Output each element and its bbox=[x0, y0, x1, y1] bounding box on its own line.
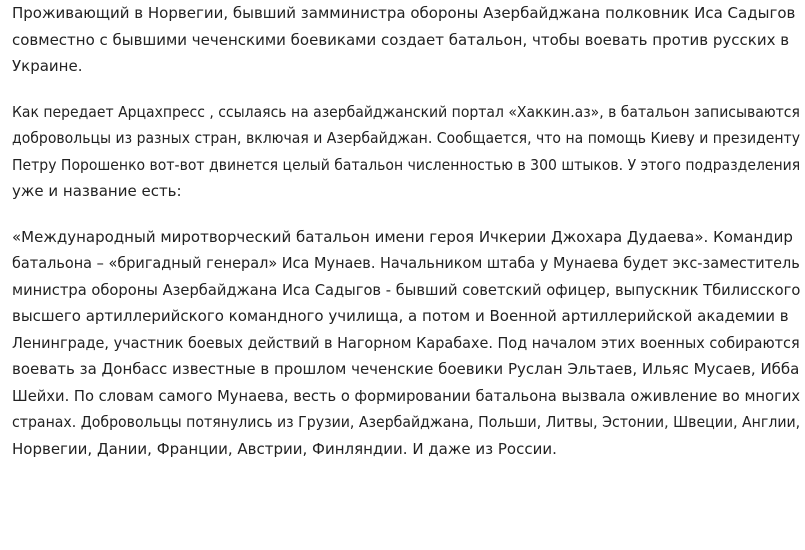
text-line: батальона – «бригадный генерал» Иса Мунаев. Начальником штаба у Мунаева будет экс-заместитель bbox=[12, 254, 800, 272]
text-line: Как передает Арцахпресс , ссылаясь на азербайджанский портал «Хаккин.аз», в батальон записываются bbox=[12, 102, 800, 121]
text-line: «Международный миротворческий батальон имени героя Ичкерии Джохара Дудаева». Командир bbox=[12, 227, 793, 246]
text-line: Проживающий в Норвегии, бывший замминистра обороны Азербайджана полковник Иса Садыгов bbox=[12, 4, 796, 22]
text-line: Петру Порошенко вот-вот двинется целый батальон численностью в 300 штыков. У этого подразделения bbox=[12, 155, 801, 174]
text-line: министра обороны Азербайджана Иса Садыгов - бывший советский офицер, выпускник Тбилисского bbox=[12, 280, 801, 299]
text-line: Ленинграде, участник боевых действий в Нагорном Карабахе. Под началом этих военных собираются bbox=[12, 333, 800, 352]
text-line: высшего артиллерийского командного училища, а потом и Военной артиллерийской академии в bbox=[12, 307, 789, 325]
text-line: странах. Добровольцы потянулись из Грузии, Азербайджана, Польши, Литвы, Эстонии, Швеции, Англии, bbox=[12, 413, 801, 431]
text-line: добровольцы из разных стран, включая и Азербайджан. Сообщается, что на помощь Киеву и президенту bbox=[12, 129, 801, 147]
text-line: совместно с бывшими чеченскими боевиками создает батальон, чтобы воевать против русских в bbox=[12, 30, 790, 49]
text-line: Украине. bbox=[12, 57, 83, 75]
article-body bbox=[12, 0, 800, 481]
paragraph-2 bbox=[12, 99, 800, 205]
paragraph-3 bbox=[12, 224, 800, 463]
text-line: Норвегии, Дании, Франции, Австрии, Финляндии. И даже из России. bbox=[12, 439, 557, 458]
paragraph-1 bbox=[12, 0, 800, 80]
text-line: воевать за Донбасс известные в прошлом чеченские боевики Руслан Эльтаев, Ильяс Мусаев, Ибба bbox=[12, 360, 800, 378]
text-line: уже и название есть: bbox=[12, 182, 182, 200]
text-line: Шейхи. По словам самого Мунаева, весть о формировании батальона вызвала оживление во многих bbox=[12, 386, 801, 405]
